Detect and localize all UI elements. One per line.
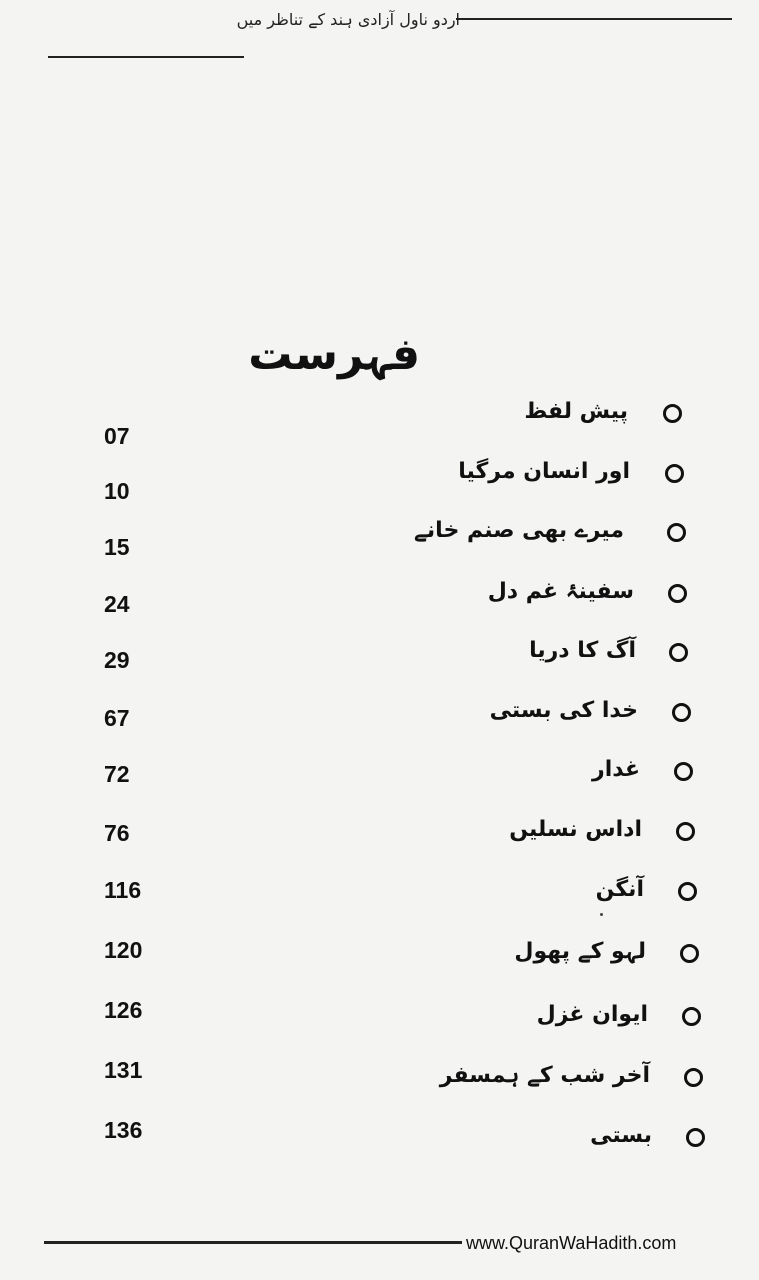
circle-bullet-icon bbox=[669, 643, 688, 662]
circle-bullet-icon bbox=[682, 1007, 701, 1026]
entry-page-number: 24 bbox=[104, 591, 130, 617]
circle-bullet-icon bbox=[672, 703, 691, 722]
footer-website-url: www.QuranWaHadith.com bbox=[466, 1233, 677, 1253]
entry-title: آگ کا دریا bbox=[529, 638, 636, 663]
entry-title: لہو کے پھول bbox=[514, 939, 646, 964]
entry-page-number: 67 bbox=[104, 705, 130, 731]
entry-page-number: 131 bbox=[104, 1057, 143, 1083]
entry-title: میرے بھی صنم خانے bbox=[414, 518, 624, 543]
entry-page-number: 126 bbox=[104, 997, 143, 1023]
circle-bullet-icon bbox=[663, 404, 682, 423]
entry-title: آخر شب کے ہمسفر bbox=[439, 1063, 650, 1088]
entry-title: اداس نسلیں bbox=[509, 817, 642, 842]
circle-bullet-icon bbox=[676, 822, 695, 841]
entry-title: سفینۂ غم دل bbox=[487, 579, 634, 604]
header-rule-left bbox=[48, 56, 244, 58]
circle-bullet-icon bbox=[680, 944, 699, 963]
circle-bullet-icon bbox=[686, 1128, 705, 1147]
footer-rule bbox=[44, 1241, 462, 1244]
entry-page-number: 116 bbox=[104, 877, 142, 903]
entry-page-number: 07 bbox=[104, 423, 130, 449]
entry-title: غدار bbox=[592, 757, 640, 782]
entry-title: آنگن bbox=[595, 877, 644, 902]
entry-page-number: 10 bbox=[104, 478, 130, 504]
entry-page-number: 15 bbox=[104, 534, 130, 560]
entry-title: اور انسان مرگیا bbox=[458, 459, 630, 484]
contents-heading: فہرست bbox=[248, 329, 420, 380]
circle-bullet-icon bbox=[674, 762, 693, 781]
entry-page-number: 76 bbox=[104, 820, 130, 846]
entry-title: پیش لفظ bbox=[524, 399, 628, 424]
ink-speck bbox=[600, 913, 603, 916]
entry-title: خدا کی بستی bbox=[489, 698, 638, 723]
entry-title: بستی bbox=[590, 1123, 652, 1148]
running-title: اردو ناول آزادی ہند کے تناظر میں bbox=[236, 10, 460, 29]
entry-page-number: 136 bbox=[104, 1117, 143, 1143]
circle-bullet-icon bbox=[665, 464, 684, 483]
circle-bullet-icon bbox=[684, 1068, 703, 1087]
header-rule-right bbox=[456, 18, 732, 20]
entry-page-number: 72 bbox=[104, 761, 130, 787]
entry-page-number: 120 bbox=[104, 937, 143, 963]
entry-page-number: 29 bbox=[104, 647, 130, 673]
circle-bullet-icon bbox=[668, 584, 687, 603]
circle-bullet-icon bbox=[678, 882, 697, 901]
entry-title: ایوان غزل bbox=[536, 1002, 648, 1027]
circle-bullet-icon bbox=[667, 523, 686, 542]
